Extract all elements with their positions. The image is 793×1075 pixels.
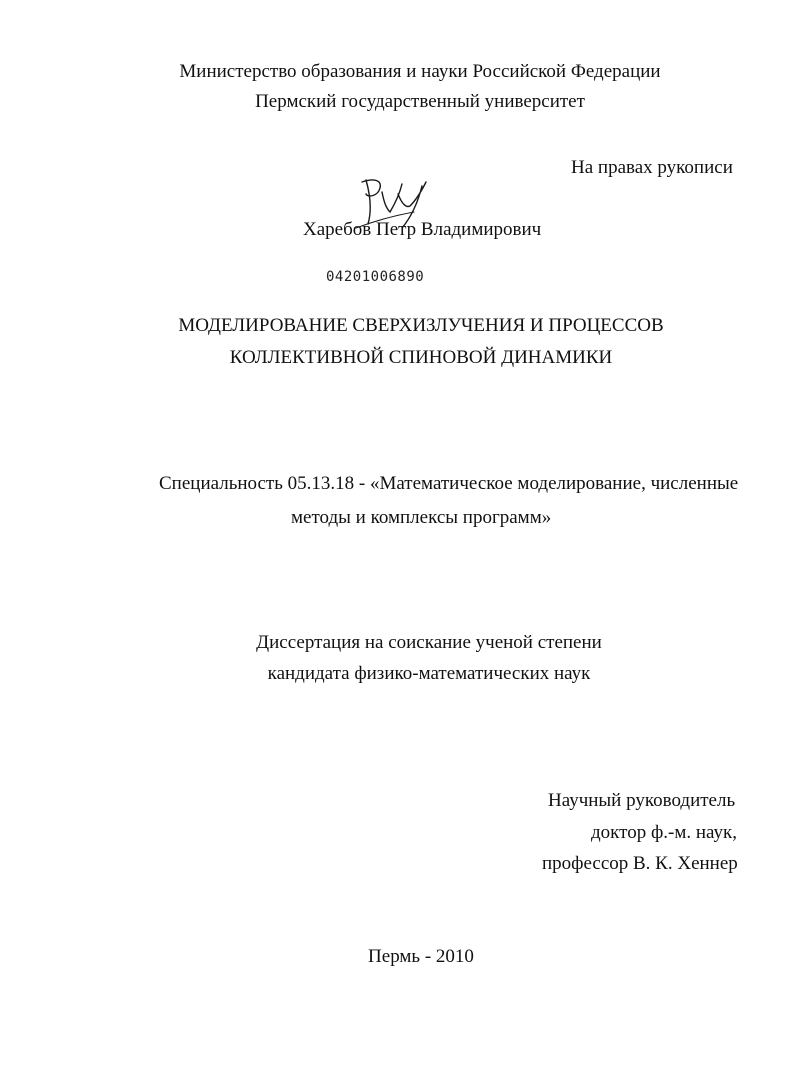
thesis-title-line-1: МОДЕЛИРОВАНИЕ СВЕРХИЗЛУЧЕНИЯ И ПРОЦЕССОВ [178,315,664,336]
degree-line-1: Диссертация на соискание ученой степени [256,632,602,653]
supervisor-degree: доктор ф.-м. наук, [591,822,737,843]
degree-line-2: кандидата физико-математических наук [267,663,591,684]
place-and-year: Пермь - 2010 [368,946,474,967]
manuscript-rights-note: На правах рукописи [571,157,733,178]
supervisor-label: Научный руководитель [548,790,736,811]
specialty-line-1: Специальность 05.13.18 - «Математическое моделирование, численные [159,473,739,494]
ministry-name: Министерство образования и науки Российской Федерации [179,61,661,82]
document-number: 04201006890 [326,269,425,285]
supervisor-name: профессор В. К. Хеннер [542,853,738,874]
specialty-line-2: методы и комплексы программ» [291,507,552,528]
thesis-title-line-2: КОЛЛЕКТИВНОЙ СПИНОВОЙ ДИНАМИКИ [229,347,613,368]
university-name: Пермский государственный университет [255,91,585,112]
author-name: Харебов Петр Владимирович [303,219,542,240]
